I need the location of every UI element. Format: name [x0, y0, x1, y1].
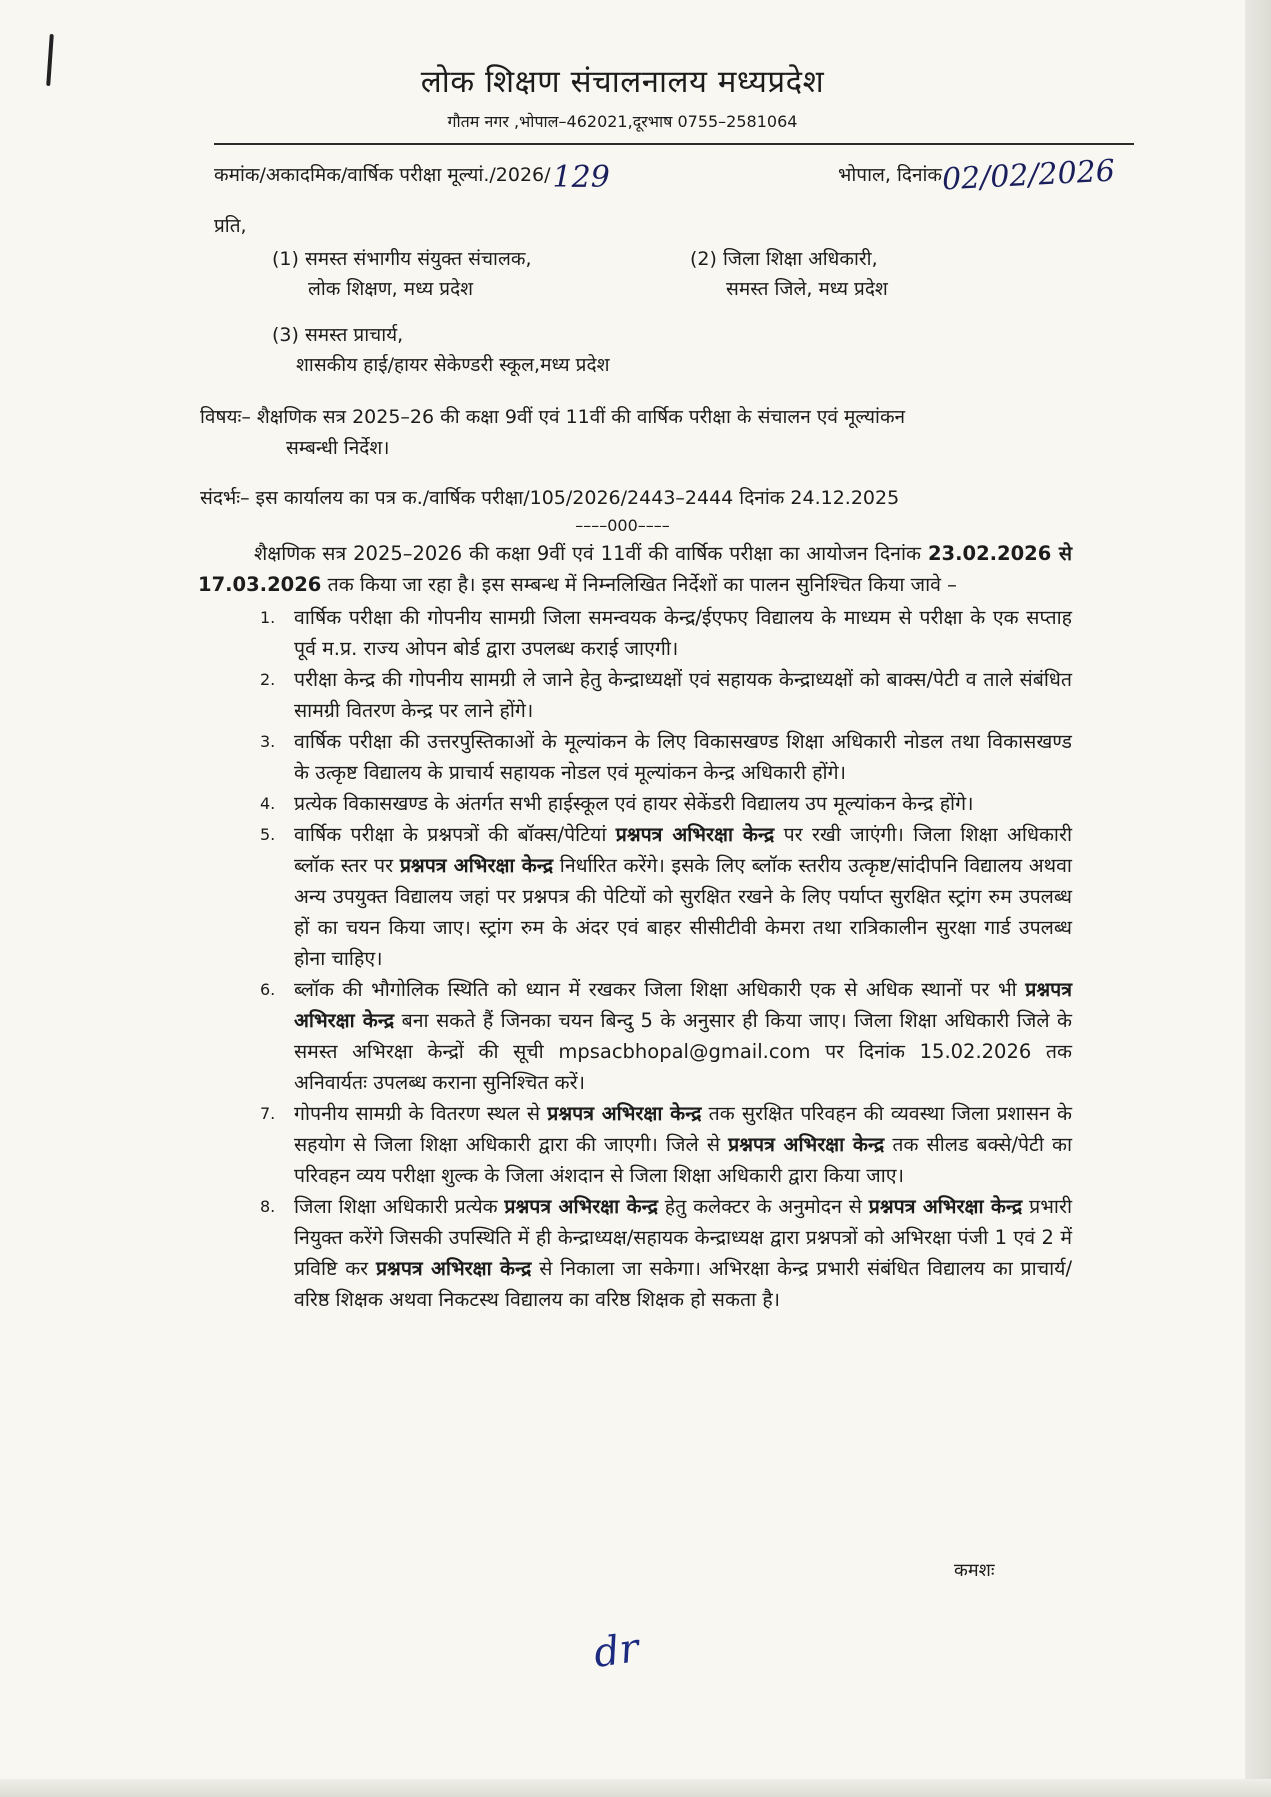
list-item	[198, 664, 1072, 726]
subject-line-2: सम्बन्धी निर्देश।	[286, 437, 390, 459]
item-text: निर्धारित करेंगे। इसके लिए ब्लॉक स्तरीय उत्कृष्ट/सांदीपनि विद्यालय अथवा अन्य उपयुक्त विद्यालय जहां पर प्रश्नपत्र की पेटियों को सुरक्षित रखने के लिए पर्याप्त सुरक्षित स्ट्रांग रुम उपलब्ध हों का चयन किया जाए। स्ट्रांग रुम के अंदर एवं बाहर सीसीटीवी केमरा तथा रात्रिकालीन सुरक्षा गार्ड उपलब्ध होना चाहिए।	[294, 854, 1072, 970]
item-text: प्रत्येक विकासखण्ड के अंतर्गत सभी हाईस्कूल एवं हायर सेकेंडरी विद्यालय उप मूल्यांकन केन्द्र होंगे।	[294, 792, 974, 815]
item-text: तक सीलड बक्से/पेटी का परिवहन व्यय परीक्षा शुल्क के जिला अंशदान से जिला शिक्षा अधिकारी द्वारा किया जाए।	[294, 1133, 1073, 1187]
item-number: 7.	[260, 1104, 276, 1123]
item-text: वार्षिक परीक्षा की गोपनीय सामग्री जिला समन्वयक केन्द्र/ईएफए विद्यालय के माध्यम से परीक्षा के एक सप्ताह पूर्व म.प्र. राज्य ओपन बोर्ड द्वारा उपलब्ध कराई जाएगी।	[294, 606, 1072, 660]
reference-number	[214, 154, 610, 195]
list-item	[198, 974, 1072, 1098]
bold-term: प्रश्नपत्र अभिरक्षा केन्द्र	[294, 978, 1072, 1032]
item-text: गोपनीय सामग्री के वितरण स्थल से	[294, 1102, 541, 1125]
reference-line: संदर्भः– इस कार्यालय का पत्र क./वार्षिक परीक्षा/105/2026/2443–2444 दिनांक 24.12.2025	[200, 487, 900, 509]
page-edge-bottom	[0, 1779, 1271, 1797]
exam-dates: 23.02.2026 से 17.03.2026	[198, 542, 1072, 596]
handwritten-date: 02/02/2026	[941, 153, 1116, 198]
item-number: 5.	[260, 825, 276, 844]
page-edge-right	[1245, 0, 1271, 1797]
addressee-1-title: (1) समस्त संभागीय संयुक्त संचालक,	[272, 248, 532, 270]
item-number: 8.	[260, 1197, 276, 1216]
item-number: 1.	[260, 608, 276, 627]
letter-body	[198, 538, 1072, 1315]
addressee-1-dept: लोक शिक्षण, मध्य प्रदेश	[308, 278, 474, 300]
intro-text-a: शैक्षणिक सत्र 2025–2026 की कक्षा 9वीं एवं 11वीं की वार्षिक परीक्षा का आयोजन दिनांक	[254, 542, 922, 565]
handwritten-initial: dr	[591, 1625, 642, 1677]
item-text: वार्षिक परीक्षा की उत्तरपुस्तिकाओं के मूल्यांकन के लिए विकासखण्ड शिक्षा अधिकारी नोडल तथा विकासखण्ड के उत्कृष्ट विद्यालय के प्राचार्य सहायक नोडल एवं मूल्यांकन केन्द्र अधिकारी होंगे।	[294, 730, 1072, 784]
item-number: 3.	[260, 732, 276, 751]
item-number: 4.	[260, 794, 276, 813]
instruction-list	[198, 602, 1072, 1315]
date-line	[838, 153, 1116, 198]
item-text: से निकाला जा सकेगा। अभिरक्षा केन्द्र प्रभारी संबंधित विद्यालय का प्राचार्य/वरिष्ठ शिक्षक अथवा निकटस्थ विद्यालय का वरिष्ठ शिक्षक हो सकता है।	[294, 1257, 1073, 1311]
bold-term: प्रश्नपत्र अभिरक्षा केन्द्र	[399, 854, 554, 877]
item-text: तक सुरक्षित परिवहन की व्यवस्था जिला प्रशासन के सहयोग से जिला शिक्षा अधिकारी द्वारा की जाएगी। जिले से	[294, 1102, 1072, 1156]
list-item	[198, 602, 1072, 664]
org-address: गौतम नगर ,भोपाल–462021,दूरभाष 0755–2581064	[447, 112, 798, 131]
addressee-2-title: (2) जिला शिक्षा अधिकारी,	[690, 248, 878, 270]
to-label: प्रति,	[214, 215, 247, 237]
bold-term: प्रश्नपत्र अभिरक्षा केन्द्र	[547, 1102, 702, 1125]
list-item	[198, 788, 1072, 819]
header-divider	[214, 143, 1134, 145]
item-text: बना सकते हैं जिनका चयन बिन्दु 5 के अनुसार ही किया जाए। जिला शिक्षा अधिकारी जिले के समस्त अभिरक्षा केन्द्रों की सूची mpsacbhopal@gmail.com पर दिनांक 15.02.2026 तक अनिवार्यतः उपलब्ध कराना सुनिश्चित करें।	[294, 1009, 1072, 1094]
subject-line-1: विषयः– शैक्षणिक सत्र 2025–26 की कक्षा 9वीं एवं 11वीं की वार्षिक परीक्षा के संचालन एवं मूल्यांकन	[200, 406, 906, 428]
item-text: जिला शिक्षा अधिकारी प्रत्येक	[294, 1195, 498, 1218]
item-text: परीक्षा केन्द्र की गोपनीय सामग्री ले जाने हेतु केन्द्राध्यक्षों एवं सहायक केन्द्राध्यक्षों को बाक्स/पेटी व ताले संबंधित सामग्री वितरण केन्द्र पर लाने होंगे।	[294, 668, 1072, 722]
item-text: हेतु कलेक्टर के अनुमोदन से	[664, 1195, 862, 1218]
bold-term: प्रश्नपत्र अभिरक्षा केन्द्र	[375, 1257, 532, 1280]
bold-term: प्रश्नपत्र अभिरक्षा केन्द्र	[504, 1195, 658, 1218]
list-item	[198, 1098, 1072, 1191]
addressee-3	[272, 320, 610, 380]
bold-term: प्रश्नपत्र अभिरक्षा केन्द्र	[868, 1195, 1023, 1218]
addressee-1	[272, 244, 531, 304]
intro-text-c: तक किया जा रहा है। इस सम्बन्ध में निम्नलिखित निर्देशों का पालन सुनिश्चित किया जावे –	[327, 573, 957, 596]
org-name: लोक शिक्षण संचालनालय मध्यप्रदेश	[420, 64, 825, 100]
addressee-3-title: (3) समस्त प्राचार्य,	[272, 324, 404, 346]
addressee-2	[690, 244, 888, 304]
separator: ––––000––––	[575, 516, 670, 535]
list-item	[198, 726, 1072, 788]
date-label: भोपाल, दिनांक	[838, 164, 943, 186]
item-text: पर रखी जाएंगी। जिला शिक्षा अधिकारी ब्लॉक स्तर पर	[294, 823, 1072, 877]
list-item	[198, 1191, 1072, 1315]
subject	[200, 402, 1080, 464]
continued-label: कमशः	[954, 1560, 995, 1581]
handwritten-number: 129	[552, 160, 610, 195]
item-text: वार्षिक परीक्षा के प्रश्नपत्रों की बॉक्स/पेटियां	[294, 823, 607, 846]
item-text: ब्लॉक की भौगोलिक स्थिति को ध्यान में रखकर जिला शिक्षा अधिकारी एक से अधिक स्थानों पर भी	[294, 978, 1017, 1001]
addressee-3-dept: शासकीय हाई/हायर सेकेण्डरी स्कूल,मध्य प्रदेश	[296, 354, 610, 376]
list-item	[198, 819, 1072, 974]
letterhead	[0, 60, 1245, 132]
item-text: प्रभारी नियुक्त करेंगे जिसकी उपस्थिति में ही केन्द्राध्यक्ष/सहायक केन्द्राध्यक्ष द्वारा प्रश्नपत्रों को अभिरक्षा पंजी 1 एवं 2 में प्रविष्टि कर	[294, 1195, 1072, 1280]
addressee-2-dept: समस्त जिले, मध्य प्रदेश	[726, 278, 888, 300]
item-number: 6.	[260, 980, 276, 999]
intro-paragraph	[198, 538, 1072, 600]
reference-printed: कमांक/अकादमिक/वार्षिक परीक्षा मूल्यां./2026/	[214, 164, 551, 186]
bold-term: प्रश्नपत्र अभिरक्षा केन्द्र	[615, 823, 775, 846]
bold-term: प्रश्नपत्र अभिरक्षा केन्द्र	[728, 1133, 885, 1156]
item-number: 2.	[260, 670, 276, 689]
